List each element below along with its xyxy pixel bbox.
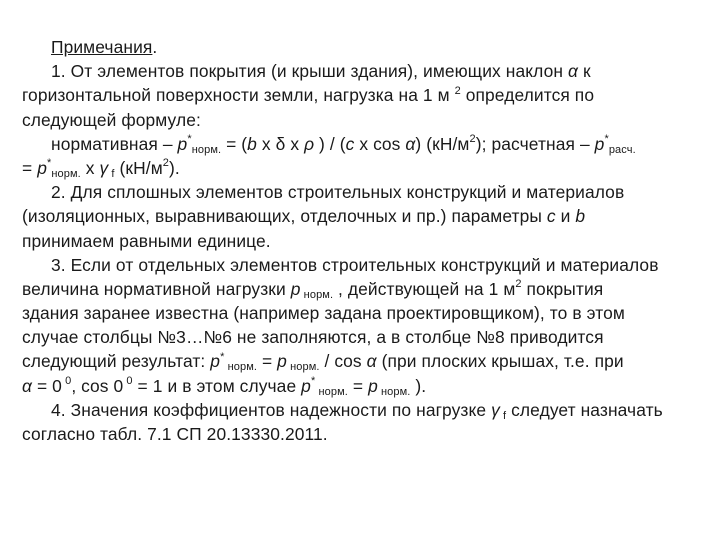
- subscript: норм.: [300, 288, 334, 301]
- superscript: 2: [454, 84, 461, 97]
- note-4-text: согласно табл. 7.1 СП 20.13330.2011.: [22, 424, 328, 444]
- formula-text: ) / (: [314, 133, 346, 154]
- note-3-text: (при плоских крышах, т.е. при: [376, 351, 624, 372]
- note-4-text: 4. Значения коэффициентов надежности по нагрузке: [51, 399, 492, 420]
- note-3-line-2: [22, 277, 702, 301]
- notes-document: [22, 35, 702, 446]
- rho-symbol: ρ: [304, 133, 315, 154]
- note-1-line-1: [22, 59, 702, 83]
- note-3-line-6: [22, 374, 702, 398]
- p-symbol: р: [594, 133, 605, 154]
- superscript: 2: [162, 157, 169, 170]
- note-3-text: / cos: [319, 351, 367, 372]
- alpha-symbol: α: [405, 133, 416, 154]
- heading-dot: .: [152, 37, 158, 57]
- b-symbol: b: [575, 206, 586, 227]
- note-3-text: = 1 и в этом случае: [132, 375, 302, 396]
- superscript: 0: [61, 374, 72, 387]
- formula-text: ); расчетная –: [475, 133, 595, 154]
- subscript: f: [499, 409, 507, 422]
- note-3-line-1: [22, 253, 702, 277]
- note-1-text: к: [578, 61, 591, 82]
- note-3-text: здания заранее известна (например задана проектировщиком), то в этом: [22, 303, 625, 324]
- note-3-text: , действующей на 1 м: [333, 278, 516, 299]
- note-3-line-3: [22, 301, 702, 325]
- superscript: 2: [515, 278, 522, 291]
- c-symbol: c: [345, 133, 355, 154]
- superscript: 2: [469, 132, 476, 145]
- note-2-text: и: [555, 206, 576, 227]
- formula-text: ) (кН/м: [415, 133, 470, 154]
- note-3-text: =: [257, 351, 278, 372]
- notes-heading-line: [22, 35, 702, 59]
- note-1-text: горизонтальной поверхности земли, нагрузка на 1 м: [22, 85, 455, 106]
- p-symbol: р: [177, 133, 188, 154]
- note-1-text: 1. От элементов покрытия (и крыши здания), имеющих наклон: [51, 61, 568, 82]
- subscript: норм.: [286, 361, 320, 374]
- formula-text: = (: [221, 133, 248, 154]
- note-2-line-1: [22, 180, 702, 204]
- note-3-text: =: [347, 375, 369, 396]
- subscript: f: [108, 167, 115, 180]
- subscript: норм.: [315, 385, 348, 398]
- note-2-line-2: [22, 204, 702, 228]
- alpha-symbol: α: [366, 351, 377, 372]
- note-3-text: 3. Если от отдельных элементов строительных конструкций и материалов: [51, 254, 659, 275]
- p-symbol: р: [37, 157, 47, 178]
- note-3-line-5: [22, 349, 702, 373]
- notes-heading: Примечания: [51, 37, 153, 57]
- subscript: норм.: [51, 167, 81, 180]
- note-3-text: , cos 0: [71, 375, 124, 396]
- note-1-line-2: [22, 83, 702, 107]
- alpha-symbol: α: [568, 61, 579, 82]
- superscript: 0: [123, 374, 133, 387]
- b-symbol: b: [247, 133, 257, 154]
- note-4-line-1: [22, 398, 702, 422]
- star-superscript: *: [46, 157, 52, 170]
- note-2-text: 2. Для сплошных элементов строительных конструкций и материалов: [51, 182, 625, 203]
- p-symbol: р: [290, 278, 301, 299]
- formula-text: x cos: [354, 133, 406, 154]
- star-superscript: *: [220, 350, 225, 363]
- design-formula-line: [22, 156, 702, 180]
- note-4-text: следует назначать: [506, 399, 663, 420]
- note-2-text: (изоляционных, выравнивающих, отделочных и пр.) параметры: [22, 206, 547, 227]
- note-1-text: следующей формуле:: [22, 109, 201, 130]
- note-3-text: следующий результат:: [22, 351, 211, 372]
- subscript: расч.: [608, 143, 636, 156]
- p-symbol: р: [210, 351, 221, 372]
- formula-text: ).: [169, 157, 180, 178]
- star-superscript: *: [310, 374, 316, 387]
- note-3-text: покрытия: [521, 278, 604, 299]
- note-2-line-3: [22, 229, 702, 253]
- star-superscript: *: [604, 132, 609, 145]
- note-4-line-2: [22, 422, 702, 446]
- p-symbol: р: [277, 351, 287, 372]
- note-1-text: определится по: [460, 85, 595, 106]
- note-3-text: величина нормативной нагрузки: [22, 278, 291, 299]
- p-symbol: р: [301, 375, 311, 396]
- c-symbol: c: [546, 206, 556, 227]
- subscript: норм.: [191, 143, 222, 156]
- formula-text: х: [80, 157, 100, 178]
- subscript: норм.: [377, 385, 411, 398]
- formula-text: =: [22, 157, 38, 178]
- star-superscript: *: [187, 132, 192, 145]
- note-3-text: ).: [410, 375, 427, 396]
- note-3-text: случае столбцы №3…№6 не заполняются, а в столбце №8 приводится: [22, 327, 604, 348]
- subscript: норм.: [224, 361, 258, 374]
- alpha-symbol: α: [22, 375, 33, 396]
- formula-text: (кН/м: [114, 157, 163, 178]
- note-3-text: = 0: [32, 375, 62, 396]
- gamma-symbol: γ: [491, 399, 500, 420]
- formula-text: x δ x: [256, 133, 305, 154]
- note-1-line-3: [22, 108, 702, 132]
- gamma-symbol: γ: [99, 157, 109, 178]
- formula-text: нормативная –: [51, 133, 178, 154]
- p-symbol: р: [368, 375, 378, 396]
- note-3-line-4: [22, 325, 702, 349]
- note-2-text: принимаем равными единице.: [22, 230, 271, 251]
- normative-formula-line: [22, 132, 702, 156]
